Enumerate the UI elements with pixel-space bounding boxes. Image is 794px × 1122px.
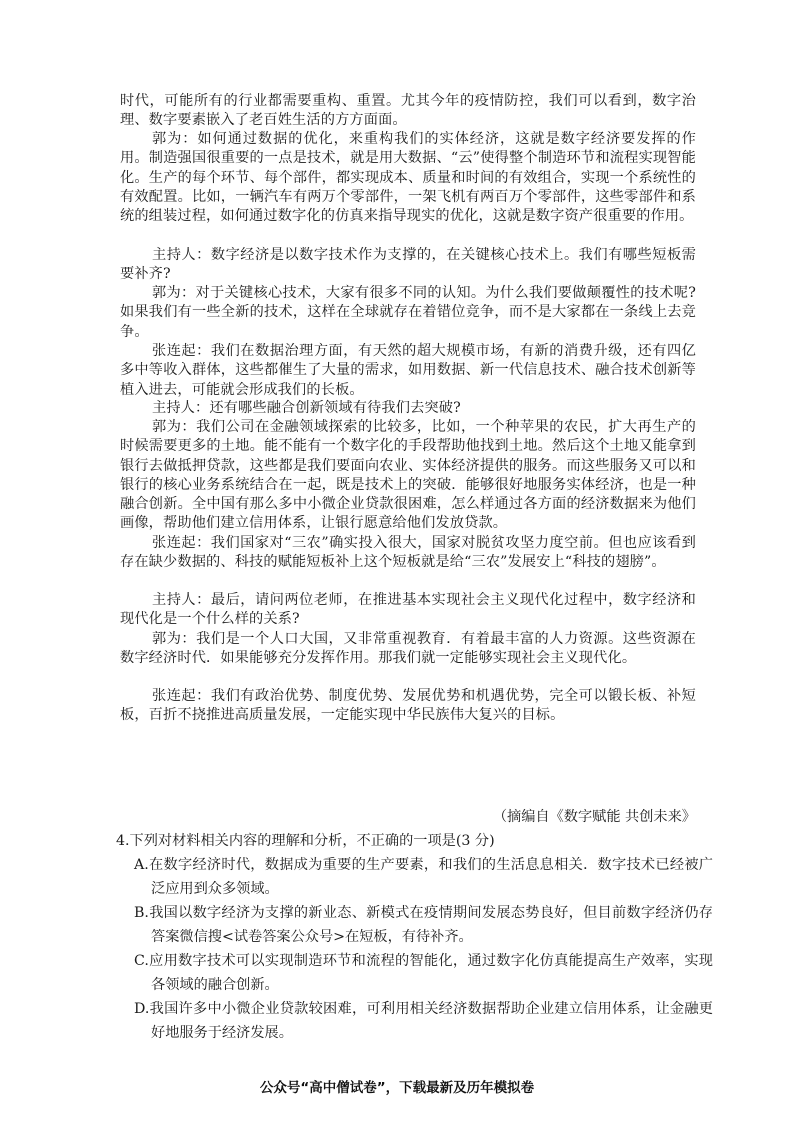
passage-paragraph-zhanglianqi-2: 张连起：我们国家对“三农”确实投入很大，国家对脱贫攻坚力度空前。但也应该看到存在缺少数据的、科技的赋能短板补上这个短板就是给“三农”发展安上“科技的翅膀”。 <box>120 535 696 571</box>
option-c[interactable]: C.应用数字技术可以实现制造环节和流程的智能化，通过数字化仿真能提高生产效率，实现各领域的融合创新。 <box>134 953 713 993</box>
footer-note: 公众号“高中僧试卷”，下载最新及历年模拟卷 <box>259 1080 535 1096</box>
passage-paragraph-host-1: 主持人：数字经济是以数字技术作为支撑的，在关键核心技术上。我们有哪些短板需要补齐? <box>120 247 696 283</box>
passage-paragraph-1: 时代，可能所有的行业都需要重构、重置。尤其今年的疫情防控，我们可以看到，数字治理、数字要素嵌入了老百姓生活的方方面面。 <box>120 93 696 129</box>
passage-paragraph-zhanglianqi-1: 张连起：我们在数据治理方面，有天然的超大规模市场，有新的消费升级，还有四亿多中等收入群体，这些都催生了大量的需求，如用数据、新一代信息技术、融合技术创新等植入进去，可能就会形成我们的长板。 <box>120 343 696 398</box>
passage-paragraph-zhanglianqi-3: 张连起：我们有政治优势、制度优势、发展优势和机遇优势，完全可以锻长板、补短板，百折不挠推进高质量发展，一定能实现中华民族伟大复兴的目标。 <box>120 688 696 724</box>
option-d[interactable]: D.我国许多中小微企业贷款较困难，可利用相关经济数据帮助企业建立信用体系，让金融更好地服务于经济发展。 <box>134 1001 713 1041</box>
passage-paragraph-guowei-2: 郭为：对于关键核心技术，大家有很多不同的认知。为什么我们要做颠覆性的技术呢?如果我们有一些全新的技术，这样在全球就存在着错位竞争，而不是大家都在一条线上去竞争。 <box>120 285 696 340</box>
passage-paragraph-guowei-1: 郭为：如何通过数据的优化，来重构我们的实体经济，这就是数字经济要发挥的作用。制造强国很重要的一点是技术，就是用大数据、“云”使得整个制造环节和流程实现智能化。生产的每个环节、每个部件，都实现成本、质量和时间的有效组合，实现一个系统性的有效配置。比如，一辆汽车有两万个零部件，一架飞机有两百万个零部件，这些零部件和系统的组装过程，如何通过数字化的仿真来指导现实的优化，这就是数字资产很重要的作用。 <box>120 131 696 225</box>
option-b[interactable]: B.我国以数字经济为支撑的新业态、新模式在疫情期间发展态势良好，但目前数字经济仍存答案微信搜<试卷答案公众号>在短板，有待补齐。 <box>134 905 713 945</box>
passage-paragraph-guowei-3: 郭为：我们公司在金融领域探索的比较多，比如，一个种苹果的农民，扩大再生产的时候需要更多的土地。能不能有一个数字化的手段帮助他找到土地。然后这个土地又能拿到银行去做抵押贷款，这些都是我们要面向农业、实体经济提供的服务。而这些服务又可以和银行的核心业务系统结合在一起，既是技术上的突破．能够很好地服务实体经济，也是一种融合创新。全中国有那么多中小微企业贷款很困难，怎么样通过各方面的经济数据来为他们画像，帮助他们建立信用体系，让银行愿意给他们发放贷款。 <box>120 419 696 532</box>
passage-paragraph-guowei-4: 郭为：我们是一个人口大国，又非常重视教育．有着最丰富的人力资源。这些资源在数字经济时代．如果能够充分发挥作用。那我们就一定能够实现社会主义现代化。 <box>120 631 696 667</box>
question-stem: 4.下列对材料相关内容的理解和分析，不正确的一项是(3 分) <box>116 833 495 849</box>
passage-source: （摘编自《数字赋能 共创未来》 <box>492 809 696 825</box>
passage-paragraph-host-2: 主持人：还有哪些融合创新领域有待我们去突破? <box>152 400 461 416</box>
passage-paragraph-host-3: 主持人：最后，请问两位老师，在推进基本实现社会主义现代化过程中，数字经济和现代化是一个什么样的关系? <box>120 592 696 628</box>
option-a[interactable]: A.在数字经济时代，数据成为重要的生产要素，和我们的生活息息相关．数字技术已经被广泛应用到众多领域。 <box>134 857 713 897</box>
